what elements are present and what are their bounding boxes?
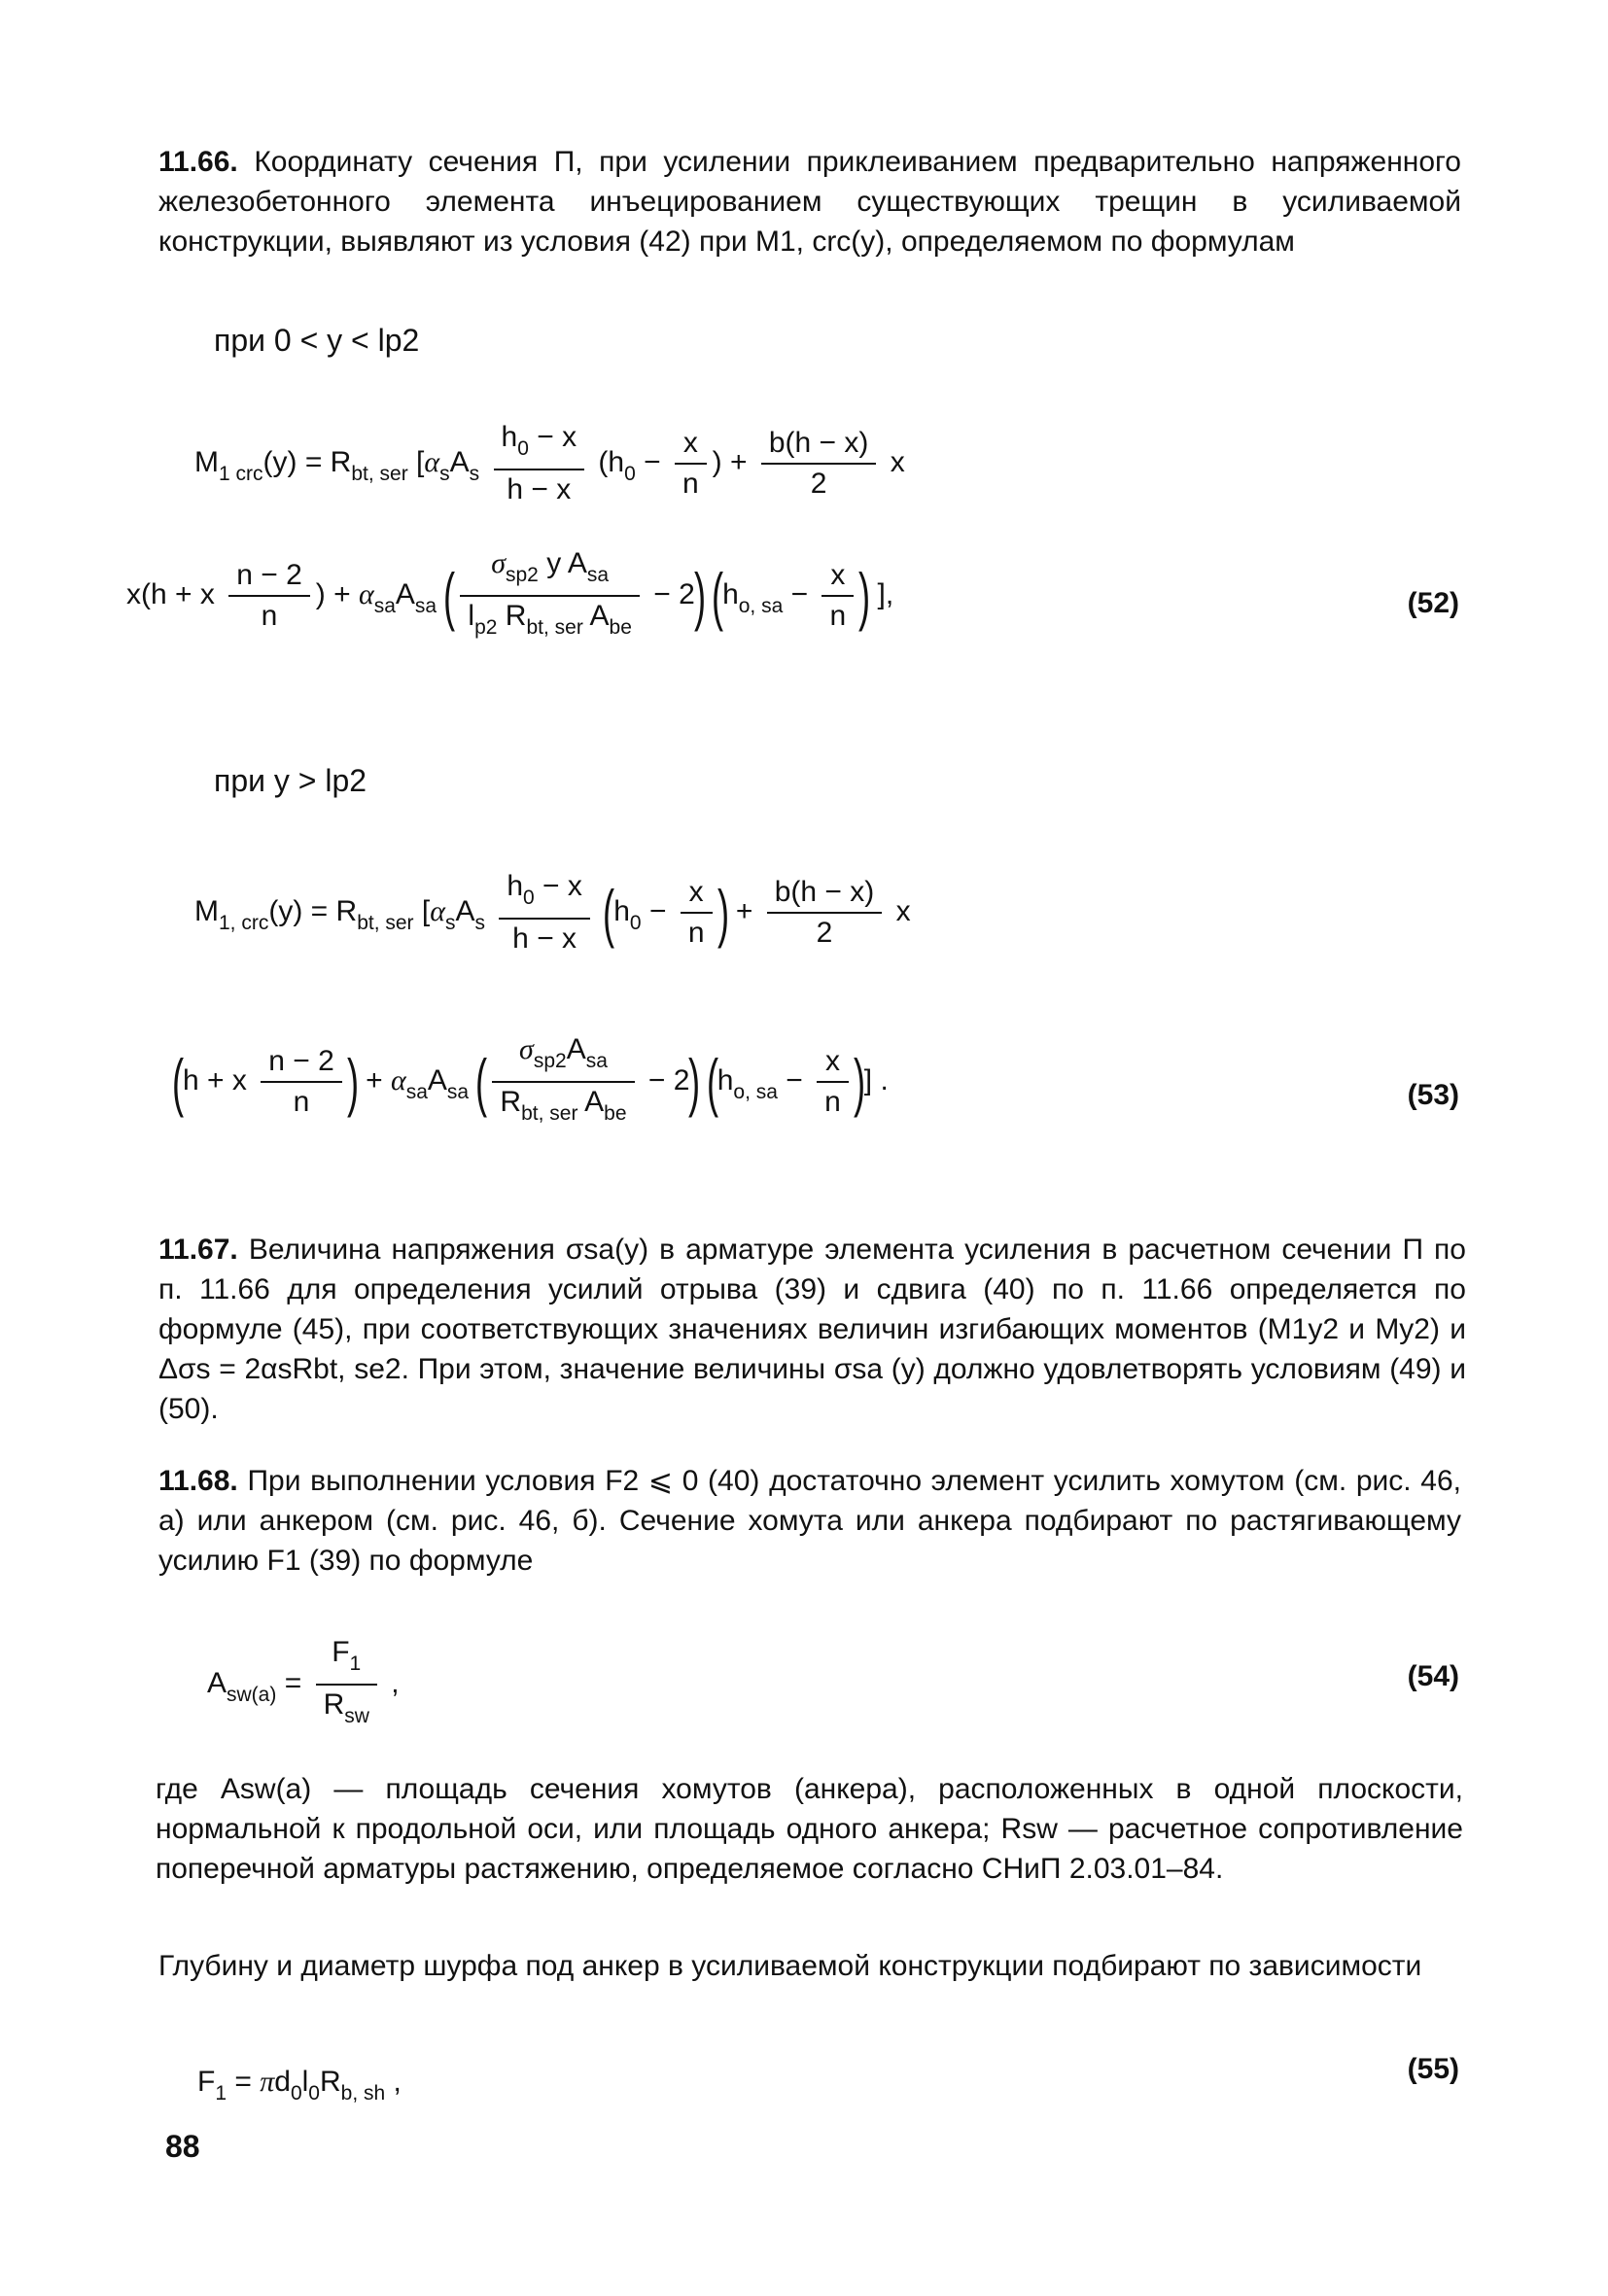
equation-53-line-1: $M_{1, crc}(y) = R_{bt, ser}$ [$\alpha_sA_s$ $\frac{h_0 - x}{h - x}$ ($h_0$ − $\frac{x}{n}$ ) + $\frac{b(h - x)}{2}$ x: [194, 867, 911, 958]
clause-number: 11.66.: [158, 146, 238, 178]
page-number: 88: [165, 2129, 200, 2164]
paragraph-where: где Asw(a) — площадь сечения хомутов (анкера), расположенных в одной плоскости, нормальной к продольной оси, или площадь одного анкера; Rsw — расчетное сопротивление поперечной арматуры растяжению, определяемое согласно СНиП 2.03.01–84.: [156, 1773, 1463, 1885]
equation-53-line-2: (h + x $\frac{n - 2}{n}$ ) + $\alpha_{sa}A_{sa}$ ( $\frac{\sigma_{sp2}A_{sa}}{R_{bt, ser} A_{be}}$ − 2) ($h_{o, sa}$ − $\frac{x}{n}$ )] .: [173, 1030, 889, 1133]
clause-number: 11.68.: [158, 1465, 238, 1497]
condition-2: при y > lp2: [214, 763, 367, 798]
paragraph-text: Величина напряжения σsa(y) в арматуре элемента усиления в расчетном сечении П по п. 11.66 для определения усилий отрыва (39) и сдвига (40) по п. 11.66 определяется по формуле (45), при соответствующих значениях величин изгибающих моментов (M1y2 и My2) и Δσs = 2αsRbt, se2. При этом, значение величины σsa (y) должно удовлетворять условиям (49) и (50).: [158, 1234, 1466, 1425]
equation-number-53: (53): [1407, 1079, 1459, 1111]
paragraph-text: При выполнении условия F2 ⩽ 0 (40) достаточно элемент усилить хомутом (см. рис. 46, а) или анкером (см. рис. 46, б). Сечение хомута или анкера подбирают по растягивающему усилию F1 (39) по формуле: [158, 1465, 1462, 1577]
equation-52-line-2: x(h + x $\frac{n - 2}{n}$ ) + $\alpha_{sa}A_{sa}$ ( $\frac{\sigma_{sp2} y A_{sa}}{l_{p2} R_{bt, ser} A_{be}}$ − 2) ($h_{o, sa}$ − $\frac{x}{n}$ ) ],: [126, 544, 893, 647]
paragraph-11-68: [158, 1461, 1461, 1581]
equation-number-55: (55): [1407, 2053, 1459, 2085]
equation-54: $A_{sw(a)}$ = $\frac{F_1}{R_{sw}}$ ,: [207, 1633, 400, 1736]
equation-number-52: (52): [1407, 587, 1459, 619]
equation-number-54: (54): [1407, 1660, 1459, 1692]
condition-1: при 0 < y < lp2: [214, 323, 420, 358]
paragraph-11-66: [158, 142, 1461, 261]
paragraph-text: Координату сечения П, при усилении приклеиванием предварительно напряженного железобетонного элемента инъецированием существующих трещин в усиливаемой конструкции, выявляют из условия (42) при M1, crc(y), определяемом по формулам: [158, 146, 1461, 258]
paragraph-11-67: [158, 1230, 1466, 1429]
paragraph-depth: Глубину и диаметр шурфа под анкер в усиливаемой конструкции подбирают по зависимости: [158, 1950, 1422, 1982]
equation-55: $F_1 = \pi d_0l_0R_{b, sh}$ ,: [197, 2066, 402, 2105]
equation-52-line-1: $M_{1 crc}(y) = R_{bt, ser}$ [$\alpha_sA_s$ $\frac{h_0 - x}{h - x}$ ($h_0$ − $\frac{x}{n}$ ) + $\frac{b(h - x)}{2}$ x: [194, 418, 905, 509]
clause-number: 11.67.: [158, 1234, 238, 1266]
